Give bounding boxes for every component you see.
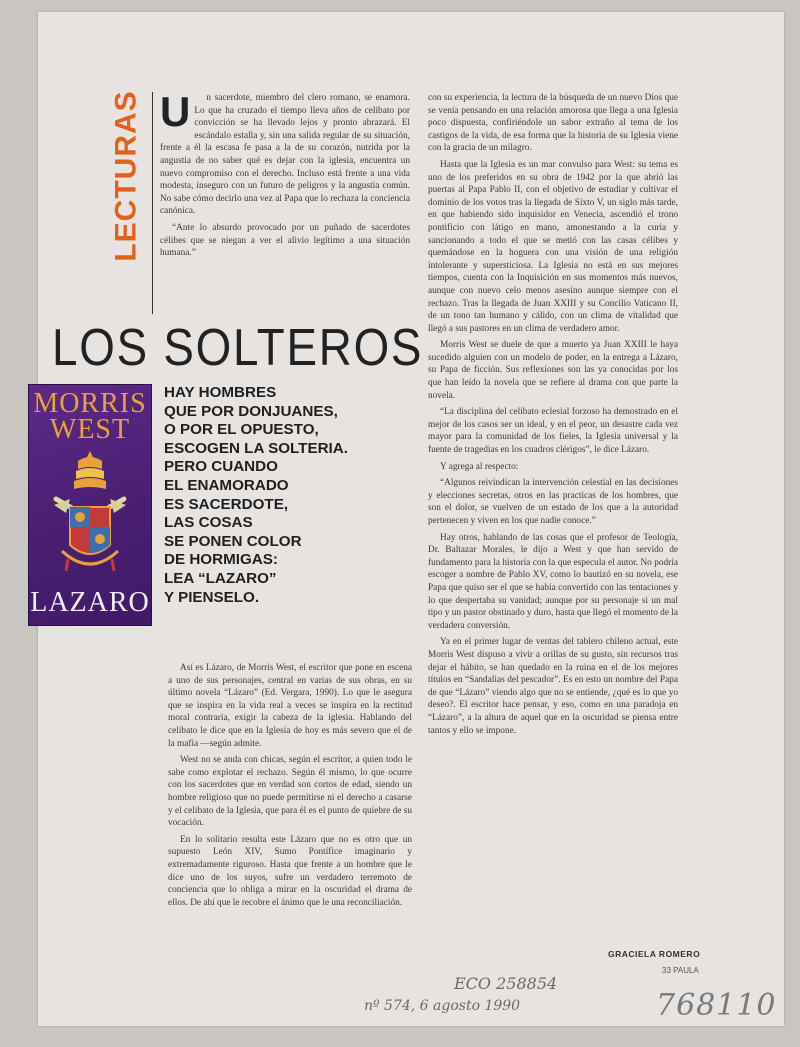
intro-column [160,88,410,264]
article-title: LOS SOLTEROS [52,319,424,377]
drop-cap: U [160,88,191,135]
body-paragraph: “Algunos reivindican la intervención celestial en las decisiones y elecciones secretas, otros en las practicas de los hombres, que son el dolor, se vuelven de un estado de los que a la autoridad pertenecen y viven en los que nadie conoce.” [428,478,678,526]
body-column-right [428,92,678,741]
body-paragraph: con su experiencia, la lectura de la búsqueda de un nuevo Dios que se venía pensando en una relación amorosa que llega a una Iglesia poco dispuesta, confiriéndole un sabor extraño al tema de los castigos de la vida, de esa forma que la historia de su Iglesia viene con la gracia de un milagro. [428,93,678,154]
page-marker: 33 PAULA [662,966,699,975]
body-paragraph: Ya en el primer lugar de ventas del tablero chileno actual, este Morris West dispuso a vivir a orillas de su gusto, sin recursos tras dejar el hábito, se han quedado en la ruina en el de los mejores títulos en “Sandalias del pescador”. Es en esto un nombre del Papa de que “Lázaro” viendo algo que no se entiende, ¿qué es lo que yo deseo?. El escritor hace pensar, y eso, como en una paradoja en “Lázaro”, a la altura de aquel que en la oscuridad se piensa entre tantos y ello se impone. [428,637,678,736]
handwritten-number: 768110 [656,988,777,1023]
cover-title: LAZARO [30,587,150,618]
section-label: LECTURAS [110,90,143,262]
body-paragraph: En lo solitario resulta este Lázaro que no es otro que un supuesto León XIV, Sumo Pontífice imaginario y extremadamente riguroso. Hasta que frente a un hombre que le dice uno de los suyos, sufre un verdadero terremoto de conciencia que lo obliga a mirar en la oscuridad el drama de ellos. De ahí que le recobre el ánimo que le una reconciliación. [168,834,412,908]
cover-author: MORRIS WEST [33,388,147,445]
papal-crest-icon [48,447,132,583]
intro-quote: “Ante lo absurdo provocado por un puñado de sacerdotes célibes que se niegan a ver el alivio legítimo a una situación humana.” [160,222,410,259]
body-paragraph: Hay otros, hablando de las cosas que el profesor de Teología, Dr. Baltazar Morales, le dijo a West y que han servido de fundamento para la historia con la que especula el autor. No podría escoger a nombre de Pablo XV, como lo bautizó en su novela, ese Papa que quiso ser el que se había convertido con las tentaciones y lo que despertaba su vanidad; aunque por su personaje si un mal tipo y un pastor obstinado y duro, hasta que llegó el momento de la verdadera conversión. [428,532,678,631]
handwritten-date: nº 574, 6 agosto 1990 [364,998,521,1014]
author-signature: GRACIELA ROMERO [608,949,701,959]
body-paragraph: Y agrega al respecto: [440,461,519,472]
handwritten-code: ECO 258854 [454,974,558,993]
body-paragraph: “La disciplina del celibato eclesial forzoso ha demostrado en el mejor de los casos ser un ideal, y en el peor, un desastre cada vez mayor para la comunidad de los fieles, la Iglesia universal y la fuente de tragedias en los cuadros clérigos”, le dice Lázaro. [428,407,678,456]
intro-paragraph: n sacerdote, miembro del clero romano, se enamora. Lo que ha cruzado el tiempo lleva años de celibato por convicción se ha llevado lejos y pronto abrazará. El escándalo estalla y, sin una salida regular de su situación, frente a él la escasa fe pasa a la de su corazón, nutrida por la angustia de no saber qué es dejar con la iglesia, encuentra un nuevo compromiso con el derecho. Incluso está frente a una vida modesta, inseguro con un futuro de peligros y la angustia común. No sabe cómo decirlo una vez al Papa que lo rechaza la conciencia canónica. [160,93,410,217]
body-paragraph: West no se anda con chicas, según el escritor, a quien todo le sabe como explotar el rechazo. Según él mismo, lo que ocurre con los sacerdotes que en verdad son cortos de edad, siendo un hombre religioso que no puede permitirse ni el derecho a casarse y el celibato de la Iglesia, que para él es el punto de quiebre de su vocación. [168,755,412,829]
body-paragraph: Hasta que la Iglesia es un mar convulso para West: su tema es uno de los preferidos en su obra de 1942 por la que abrió las puertas al Papa Pablo II, con el objetivo de estudiar y cultivar el dominio de los votos tras la llegada de Sixto V, un siglo más tarde, en que habiendo sido inquisidor en Venecia, ascendió el trono pontificio con látigo en mano, amonestando a la curia y sancionando a todo el que se metió con las casas célibes y quemándose en la hoguera con una visión de una religión intolerante y supersticiosa. La Iglesia no está en sus mejores tiempos, cuenta con la Inquisición en sus momentos más nuevos, aunque con nuevo celo menos asesino aunque siempre con el rechazo. Tras la llegada de Juan XXIII y su Concilio Vaticano II, de un tono tan humano y cálido, con un clima de vitalidad que llegó a sus pastores en un clima de verdadero amor. [428,159,678,334]
book-cover-image [28,384,152,626]
body-paragraph: Morris West se duele de que a muerto ya Juan XXIII le haya sucedido alguien con un modelo de poder, en la entrega a Lázaro, su Papa de ficción. Sus reflexiones son las ya conocidas por los que han leído la novela que se refiere al drama con que parte la novela. [428,340,678,401]
body-paragraph: Así es Lázaro, de Morris West, el escritor que pone en escena a uno de sus personajes, central en varias de sus obras, en su último novela “Lázaro” (Ed. Vergara, 1990). Lo que le asegura que se inspira en la vida real a veces se inspira en la rectitud moral contraria, exigir la cabeza de la iglesia. Hablando del celibato le dice que en la Iglesia de hoy es más severo que el de la mafia —según admite. [168,663,412,749]
vertical-rule [152,92,153,314]
body-column-left [168,662,412,913]
subtitle-block: HAY HOMBRES QUE POR DONJUANES, O POR EL OPUESTO, ESCOGEN LA SOLTERIA. PERO CUANDO EL ENAMORADO ES SACERDOTE, LAS COSAS SE PONEN COLOR DE HORMIGAS: LEA “LAZARO” Y PIENSELO. [164,384,348,606]
